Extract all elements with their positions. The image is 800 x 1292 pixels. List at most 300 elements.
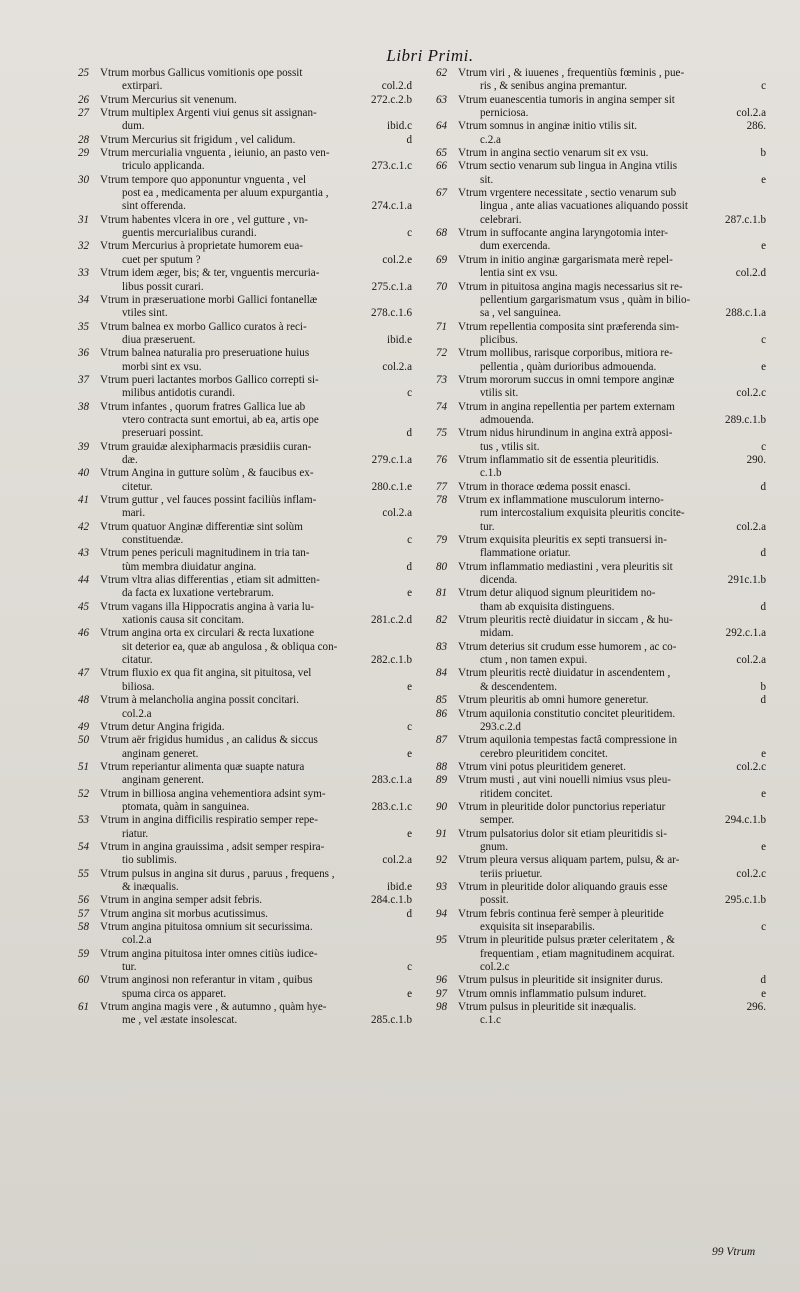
entry-text: anginam generent.: [122, 774, 204, 787]
entry-text: teriis priuetur.: [480, 867, 543, 880]
entry-number: 35: [78, 320, 90, 333]
index-entry: [78, 721, 412, 734]
entry-text: semper.: [480, 814, 515, 827]
entry-text: Vtrum in angina sectio venarum sit ex vsu.: [458, 147, 649, 160]
page-reference: col.2.a: [736, 107, 766, 120]
entry-text: ris , & senibus angina premantur.: [480, 80, 627, 93]
entry-text: Vtrum pleura versus aliquam partem, pulsu, & ar-: [458, 854, 680, 867]
entry-line: [100, 574, 412, 587]
entry-text: Vtrum in pleuritide dolor punctorius reperiatur: [458, 800, 666, 813]
entry-text: Vtrum pueri lactantes morbos Gallico correpti si-: [100, 373, 319, 386]
entry-line: [458, 894, 766, 907]
page-reference: col.2.e: [382, 253, 412, 266]
index-entry: [78, 494, 412, 521]
entry-number: 76: [436, 453, 448, 466]
page-reference: d: [760, 974, 766, 987]
page-reference: 279.c.1.a: [371, 453, 412, 466]
entry-number: 60: [78, 974, 90, 987]
entry-text: Vtrum vltra alias differentias , etiam sit admitten-: [100, 574, 320, 587]
entry-line: [458, 281, 766, 294]
entry-number: 68: [436, 227, 448, 240]
entry-text: guentis mercurialibus curandi.: [122, 227, 257, 240]
entry-text: Vtrum pulsatorius dolor sit etiam pleuritidis si-: [458, 827, 667, 840]
entry-line: [458, 227, 766, 240]
page-reference: ibid.e: [387, 333, 412, 346]
entry-number: 61: [78, 1001, 90, 1014]
entry-line: [100, 521, 412, 534]
index-entry: [78, 547, 412, 574]
index-entry: [436, 281, 766, 321]
entry-text: Vtrum penes periculi magnitudinem in tria tan-: [100, 547, 310, 560]
page-reference: 274.c.1.a: [371, 200, 412, 213]
entry-line: [458, 948, 766, 961]
entry-line: [100, 94, 412, 107]
entry-line: [100, 561, 412, 574]
page-reference: e: [761, 987, 766, 1000]
entry-line: [100, 988, 412, 1001]
page-reference: e: [761, 360, 766, 373]
entry-number: 29: [78, 147, 90, 160]
entry-text: morbi sint ex vsu.: [122, 360, 202, 373]
page-reference: 287.c.1.b: [725, 213, 766, 226]
entry-line: [100, 894, 412, 907]
entry-line: [458, 1001, 766, 1014]
page-reference: c: [761, 80, 766, 93]
running-header: Libri Primi.: [386, 46, 474, 65]
entry-number: 43: [78, 547, 90, 560]
entry-text: sint offerenda.: [122, 200, 186, 213]
page-reference: e: [407, 747, 412, 760]
entry-text: Vtrum in angina repellentia per partem externam: [458, 400, 675, 413]
entry-number: 41: [78, 494, 90, 506]
entry-number: 96: [436, 974, 448, 987]
index-entry: [78, 601, 412, 628]
entry-text: vtero contracta sunt emortui, ab ea, artis ope: [122, 413, 319, 426]
page-reference: c: [407, 534, 412, 547]
index-entry: [436, 347, 766, 374]
page-reference: 292.c.1.a: [725, 627, 766, 640]
page-reference: col.2.d: [381, 80, 412, 93]
index-entry: [78, 134, 412, 147]
page-reference: 282.c.1.b: [371, 654, 412, 667]
entry-line: [458, 481, 766, 494]
entry-text: Vtrum aër frigidus humidus , an calidus & siccus: [100, 734, 318, 747]
entry-line: [100, 961, 412, 974]
page-reference: 290.: [746, 453, 766, 466]
entry-text: gnum.: [480, 840, 509, 853]
entry-number: 30: [78, 173, 90, 186]
page-reference: 283.c.1.c: [371, 800, 412, 813]
index-entry: [436, 494, 766, 534]
entry-line: [100, 147, 412, 160]
entry-text: Vtrum idem æger, bis; & ter, vnguentis mercuria-: [100, 267, 320, 280]
index-entry: [436, 828, 766, 855]
entry-number: 85: [436, 694, 448, 707]
entry-text: lentia sint ex vsu.: [480, 267, 558, 280]
entry-number: 59: [78, 947, 90, 960]
entry-line: [100, 240, 412, 253]
entry-line: [458, 107, 766, 120]
index-entry: [436, 614, 766, 641]
entry-line: [458, 561, 766, 574]
index-entry: [78, 788, 412, 815]
entry-line: [458, 694, 766, 707]
entry-text: preseruari possint.: [122, 427, 204, 440]
entry-text: rum intercostalium exquisita pleuritis concite-: [480, 507, 685, 520]
entry-text: Vtrum in præseruatione morbi Gallici fontanellæ: [100, 293, 318, 306]
entry-text: frequentiam , etiam magnitudinem acquirat.: [480, 947, 675, 960]
index-entry: [78, 401, 412, 441]
index-entry: [436, 667, 766, 694]
entry-text: Vtrum in pleuritide dolor aliquando grauis esse: [458, 880, 668, 893]
entry-text: vtilis sit.: [480, 387, 519, 400]
entry-line: [100, 347, 412, 360]
entry-line: [100, 801, 412, 814]
entry-line: [100, 774, 412, 787]
index-entry: [78, 147, 412, 174]
entry-text: Vtrum deterius sit crudum esse humorem , ac co-: [458, 640, 677, 653]
index-entry: [78, 67, 412, 94]
entry-text: Vtrum aquilonia constitutio concitet pleuritidem.: [458, 707, 676, 720]
entry-text: tio sublimis.: [122, 854, 177, 867]
index-entry: [436, 187, 766, 227]
entry-line: [100, 868, 412, 881]
entry-line: [458, 187, 766, 200]
index-entry: [78, 521, 412, 548]
index-entry: [436, 374, 766, 401]
entry-line: [458, 881, 766, 894]
index-entry: [436, 988, 766, 1001]
entry-number: 69: [436, 253, 448, 266]
entry-line: [458, 788, 766, 801]
entry-line: [100, 481, 412, 494]
entry-line: [458, 347, 766, 360]
entry-line: [458, 841, 766, 854]
entry-line: [100, 387, 412, 400]
entry-text: Vtrum euanescentia tumoris in angina semper sit: [458, 93, 675, 106]
entry-line: [100, 761, 412, 774]
entry-number: 64: [436, 120, 448, 133]
page-reference: c: [407, 387, 412, 400]
entry-line: [458, 334, 766, 347]
entry-text: Vtrum Mercurius sit venenum.: [100, 93, 237, 106]
entry-text: pellentium gargarismatum vsus , quàm in bilio-: [480, 293, 691, 306]
entry-line: [100, 587, 412, 600]
index-entry: [78, 267, 412, 294]
entry-number: 72: [436, 347, 448, 360]
entry-number: 42: [78, 520, 90, 533]
entry-text: ctum , non tamen expui.: [480, 654, 588, 667]
entry-line: [458, 908, 766, 921]
entry-line: [100, 601, 412, 614]
entry-line: [458, 147, 766, 160]
page-reference: e: [407, 987, 412, 1000]
entry-number: 31: [78, 213, 90, 226]
index-entry: [78, 814, 412, 841]
entry-line: [458, 641, 766, 654]
entry-text: spuma circa os apparet.: [122, 987, 227, 1000]
entry-number: 73: [436, 373, 448, 386]
index-entry: [78, 894, 412, 907]
entry-text: riatur.: [122, 827, 149, 840]
entry-number: 47: [78, 667, 90, 680]
entry-text: Vtrum omnis inflammatio pulsum induret.: [458, 987, 647, 1000]
entry-text: tur.: [480, 520, 495, 533]
entry-number: 83: [436, 640, 448, 653]
index-entry: [436, 708, 766, 735]
entry-line: [100, 828, 412, 841]
entry-text: biliosa.: [122, 680, 155, 693]
entry-line: [100, 694, 412, 707]
entry-line: [458, 614, 766, 627]
entry-line: [100, 1001, 412, 1014]
entry-text: & descendentem.: [480, 680, 558, 693]
entry-line: [100, 854, 412, 867]
entry-text: milibus antidotis curandi.: [122, 387, 236, 400]
entry-line: [100, 334, 412, 347]
entry-text: Vtrum repellentia composita sint præferenda sim-: [458, 320, 679, 333]
page-reference: d: [406, 427, 412, 440]
entry-line: [458, 134, 766, 147]
entry-line: [100, 294, 412, 307]
index-entry: [436, 774, 766, 801]
entry-line: [100, 921, 412, 934]
index-entry: [78, 574, 412, 601]
entry-line: [458, 921, 766, 934]
index-entry: [78, 667, 412, 694]
entry-line: [100, 281, 412, 294]
index-entry: [436, 801, 766, 828]
entry-line: [100, 107, 412, 120]
entry-text: Vtrum pulsus in angina sit durus , paruus , frequens ,: [100, 867, 335, 880]
entry-text: Vtrum aquilonia tempestas factâ compressione in: [458, 734, 678, 747]
entry-line: [458, 401, 766, 414]
page-reference: col.2.a: [736, 654, 766, 667]
entry-line: [100, 361, 412, 374]
entry-number: 94: [436, 907, 448, 920]
page-reference: e: [407, 827, 412, 840]
entry-line: [100, 641, 412, 654]
entry-text: citetur.: [122, 480, 153, 493]
entry-line: [458, 1014, 766, 1027]
entry-line: [100, 974, 412, 987]
entry-line: [458, 467, 766, 480]
page-reference: e: [761, 747, 766, 760]
entry-text: pellentia , quàm durioribus admouenda.: [480, 360, 657, 373]
entry-number: 78: [436, 494, 448, 506]
entry-text: Vtrum inflammatio mediastini , vera pleuritis sit: [458, 560, 673, 573]
entry-text: post ea , medicamenta per aluum expurgantia ,: [122, 187, 329, 200]
entry-line: [458, 667, 766, 680]
entry-text: c.1.b: [480, 467, 502, 480]
entry-text: Vtrum in angina grauissima , adsit semper respira-: [100, 840, 325, 853]
entry-line: [100, 374, 412, 387]
entry-line: [458, 374, 766, 387]
entry-text: Vtrum detur aliquod signum pleuritidem no-: [458, 587, 656, 600]
entry-number: 50: [78, 734, 90, 747]
entry-line: [458, 120, 766, 133]
page-reference: c: [407, 961, 412, 974]
entry-text: triculo applicanda.: [122, 160, 205, 173]
entry-line: [100, 627, 412, 640]
entry-number: 87: [436, 734, 448, 747]
entry-line: [458, 627, 766, 640]
entry-line: [458, 254, 766, 267]
entry-line: [458, 734, 766, 747]
entry-line: [100, 614, 412, 627]
page-reference: ibid.e: [387, 880, 412, 893]
index-entry: [78, 868, 412, 895]
index-entry: [436, 401, 766, 428]
index-entry: [436, 587, 766, 614]
entry-number: 36: [78, 347, 90, 360]
entry-line: [100, 307, 412, 320]
entry-line: [458, 708, 766, 721]
entry-line: [458, 307, 766, 320]
page-reference: e: [407, 587, 412, 600]
entry-number: 81: [436, 587, 448, 600]
entry-text: Vtrum musti , aut vini nouelli nimius vsus pleu-: [458, 774, 671, 787]
entry-line: [458, 240, 766, 253]
entry-text: Vtrum tempore quo apponuntur vnguenta , vel: [100, 173, 307, 186]
entry-text: plicibus.: [480, 333, 518, 346]
entry-text: dum exercenda.: [480, 240, 551, 253]
page-reference: d: [760, 694, 766, 707]
index-entry: [436, 481, 766, 494]
entry-line: [458, 587, 766, 600]
page-reference: c: [761, 440, 766, 453]
entry-number: 33: [78, 267, 90, 280]
entry-text: Vtrum morbus Gallicus vomitionis ope possit: [100, 67, 303, 79]
page-reference: d: [760, 547, 766, 560]
index-entry: [436, 120, 766, 147]
entry-text: Vtrum in angina semper adsit febris.: [100, 894, 263, 907]
entry-line: [100, 534, 412, 547]
entry-text: Vtrum guttur , vel fauces possint faciliùs inflam-: [100, 494, 317, 506]
entry-text: Vtrum balnea ex morbo Gallico curatos à reci-: [100, 320, 307, 333]
page-reference: 294.c.1.b: [725, 814, 766, 827]
entry-text: celebrari.: [480, 213, 522, 226]
entry-line: [100, 80, 412, 93]
entry-number: 54: [78, 840, 90, 853]
entry-line: [458, 854, 766, 867]
entry-text: me , vel æstate insolescat.: [122, 1014, 238, 1027]
entry-line: [458, 654, 766, 667]
index-entry: [436, 321, 766, 348]
entry-text: dæ.: [122, 453, 138, 466]
entry-line: [458, 748, 766, 761]
page-reference: ibid.c: [387, 120, 412, 133]
index-entry: [436, 67, 766, 94]
entry-line: [100, 174, 412, 187]
entry-line: [100, 227, 412, 240]
entry-number: 40: [78, 467, 90, 480]
page-reference: col.2.a: [382, 854, 412, 867]
entry-line: [458, 974, 766, 987]
page-reference: col.2.a: [736, 520, 766, 533]
entry-text: tham ab exquisita distinguens.: [480, 600, 615, 613]
entry-number: 32: [78, 240, 90, 253]
entry-line: [458, 67, 766, 80]
entry-text: dum.: [122, 120, 145, 133]
entry-text: Vtrum in pleuritide pulsus præter celeritatem , &: [458, 934, 675, 947]
entry-line: [458, 94, 766, 107]
entry-number: 98: [436, 1001, 448, 1014]
page-reference: col.2.c: [736, 760, 766, 773]
entry-text: Vtrum in suffocante angina laryngotomia inter-: [458, 227, 668, 240]
entry-line: [100, 934, 412, 947]
entry-text: Vtrum angina orta ex circulari & recta luxatione: [100, 627, 315, 640]
entry-line: [100, 681, 412, 694]
entry-text: dicenda.: [480, 574, 518, 587]
entry-text: Vtrum in initio anginæ gargarismata merè repel-: [458, 253, 673, 266]
entry-number: 51: [78, 760, 90, 773]
entry-text: diua præseruent.: [122, 333, 196, 346]
entry-line: [100, 187, 412, 200]
catchword: 99 Vtrum: [712, 1246, 756, 1258]
entry-line: [458, 801, 766, 814]
entry-text: flammatione oriatur.: [480, 547, 571, 560]
entry-text: da facta ex luxatione vertebrarum.: [122, 587, 274, 600]
entry-number: 39: [78, 440, 90, 453]
index-entry: [436, 94, 766, 121]
entry-text: Vtrum nidus hirundinum in angina extrà apposi-: [458, 427, 673, 440]
entry-text: Vtrum angina magis vere , & autumno , quàm hye-: [100, 1001, 327, 1014]
entry-text: Vtrum angina sit morbus acutissimus.: [100, 907, 268, 920]
index-entry: [436, 1001, 766, 1028]
entry-line: [100, 841, 412, 854]
entry-text: Vtrum pulsus in pleuritide sit insigniter durus.: [458, 974, 663, 987]
entry-line: [458, 441, 766, 454]
entry-line: [458, 828, 766, 841]
entry-text: Vtrum Angina in gutture solùm , & faucibus ex-: [100, 467, 314, 480]
entry-line: [100, 454, 412, 467]
entry-text: vtiles sint.: [122, 307, 168, 320]
entry-text: Vtrum vini potus pleuritidem generet.: [458, 760, 626, 773]
entry-line: [100, 948, 412, 961]
entry-line: [458, 80, 766, 93]
page-reference: e: [761, 787, 766, 800]
page-reference: 289.c.1.b: [725, 413, 766, 426]
entry-number: 92: [436, 854, 448, 867]
entry-line: [100, 67, 412, 80]
index-entry: [78, 174, 412, 214]
entry-line: [458, 200, 766, 213]
entry-line: [100, 1014, 412, 1027]
entry-line: [100, 814, 412, 827]
entry-text: Vtrum multiplex Argenti viui genus sit assignan-: [100, 107, 317, 120]
entry-text: Vtrum mororum succus in omni tempore anginæ: [458, 373, 675, 386]
entry-text: Vtrum inflammatio sit de essentia pleuritidis.: [458, 453, 659, 466]
entry-line: [458, 507, 766, 520]
entry-number: 97: [436, 987, 448, 1000]
entry-line: [458, 494, 766, 507]
entry-number: 26: [78, 93, 90, 106]
index-entry: [78, 94, 412, 107]
entry-text: Vtrum pleuritis rectè diuidatur in siccam , & hu-: [458, 614, 673, 627]
entry-line: [100, 321, 412, 334]
page-reference: c: [761, 921, 766, 933]
index-entry: [436, 534, 766, 561]
entry-text: lingua , ante alias vacuationes aliquando possit: [480, 200, 688, 213]
page-reference: e: [407, 680, 412, 693]
entry-text: tùm membra diuidatur angina.: [122, 560, 257, 573]
entry-line: [458, 267, 766, 280]
entry-text: ptomata, quàm in sanguinea.: [122, 800, 250, 813]
entry-text: cerebro pleuritidem concitet.: [480, 747, 608, 760]
entry-text: Vtrum pleuritis ab omni humore generetur.: [458, 694, 649, 707]
index-entry: [78, 974, 412, 1001]
